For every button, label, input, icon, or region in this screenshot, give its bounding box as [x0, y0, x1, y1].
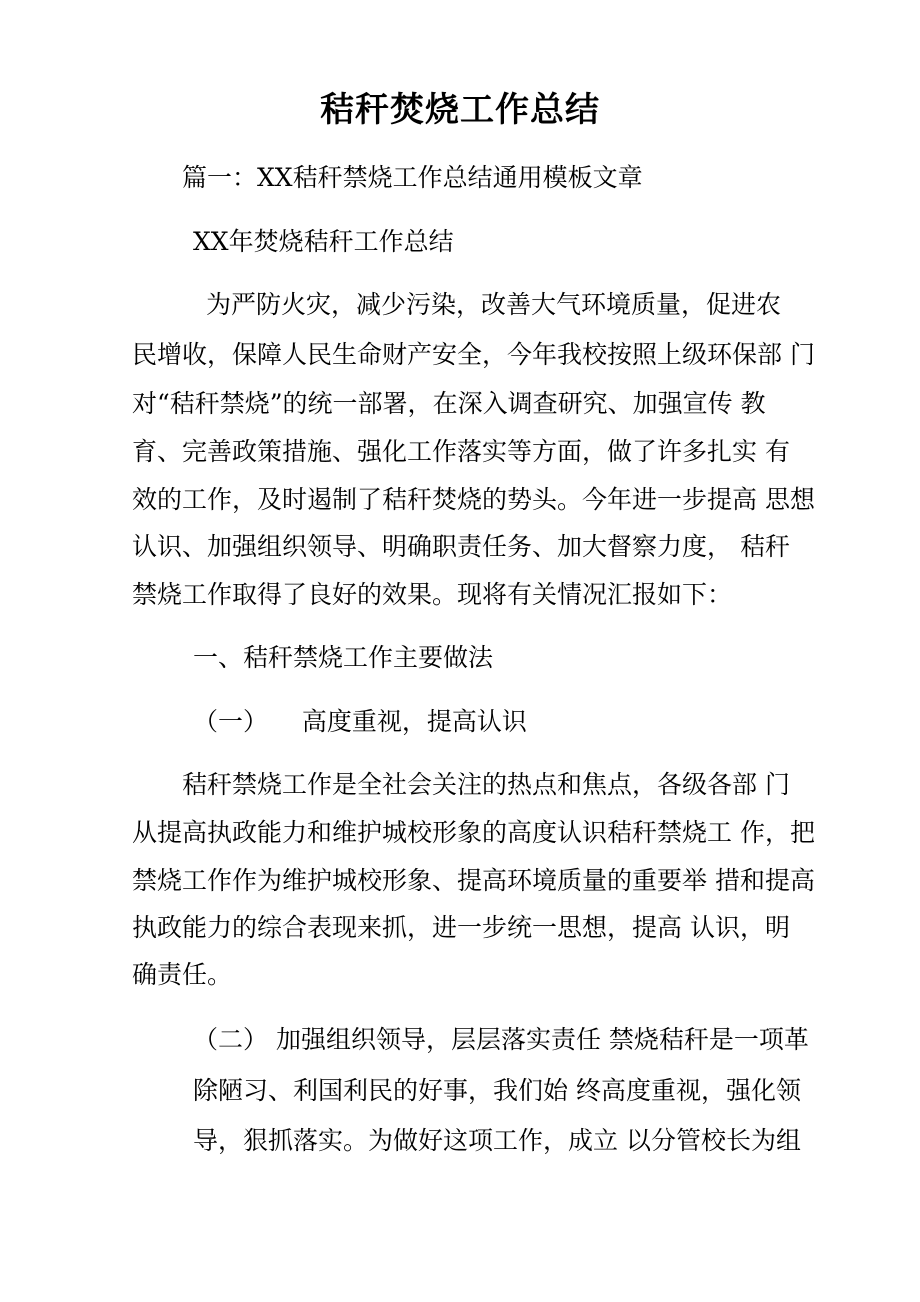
paragraph-1-line-6: [132, 530, 798, 564]
paragraph-3-line-2: 除陋习、利国利民的好事，我们始 终高度重视，强化领: [193, 1076, 801, 1105]
paragraph-1-line-5: [132, 483, 815, 517]
paragraph-2-line-1: 秸秆禁烧工作是全社会关注的热点和焦点，各级各部 门: [182, 770, 790, 799]
document-title: 秸秆焚烧工作总结: [320, 90, 600, 130]
paragraph-1-line-4-text: 育、完善政策措施、强化工作落实等方面，做了许多扎实 有: [132, 437, 790, 466]
document-subtitle: 篇一：XX秸秆禁烧工作总结通用模板文章: [182, 163, 643, 192]
paragraph-1-line-7: 禁烧工作取得了良好的效果。现将有关情况汇报如下：: [132, 580, 733, 609]
paragraph-1-line-1: 为严防火灾，减少污染，改善大气环境质量，促进农: [206, 290, 782, 319]
paragraph-1-line-2: [132, 338, 815, 372]
subsection-1-number: （一）: [193, 707, 269, 736]
section-heading: XX年焚烧秸秆工作总结: [193, 227, 454, 256]
paragraph-1-line-5-text: 效的工作，及时遏制了秸秆焚烧的势头。今年进一步提高 思想: [132, 485, 815, 514]
section-1-heading: 一、秸秆禁烧工作主要做法: [193, 643, 494, 672]
paragraph-2-line-3: 禁烧工作作为维护城校形象、提高环境质量的重要举 措和提高: [132, 866, 815, 895]
paragraph-1-line-3: [132, 387, 798, 421]
subsection-1-text: 高度重视，提高认识: [301, 707, 527, 736]
subsection-1-heading: [193, 705, 527, 739]
paragraph-1-line-2-text: 民增收，保障人民生命财产安全，今年我校按照上级环保部 门: [132, 340, 815, 369]
paragraph-1-line-6-text: 认识、加强组织领导、明确职责任务、加大督察力度， 秸秆: [132, 532, 790, 561]
paragraph-1-line-3-text: 对“秸秆禁烧”的统一部署，在深入调查研究、加强宣传 教: [132, 389, 766, 418]
paragraph-2-line-5: 确责任。: [132, 960, 233, 989]
paragraph-3-line-3: 导，狠抓落实。为做好这项工作，成立 以分管校长为组: [193, 1126, 801, 1155]
paragraph-1-line-4: [132, 435, 798, 469]
paragraph-3-line-1: （二） 加强组织领导，层层落实责任 禁烧秸秆是一项革: [193, 1025, 809, 1054]
paragraph-2-line-4: 执政能力的综合表现来抓，进一步统一思想，提高 认识，明: [132, 913, 790, 942]
paragraph-2-line-2: 从提高执政能力和维护城校形象的高度认识秸秆禁烧工 作，把: [132, 818, 815, 847]
